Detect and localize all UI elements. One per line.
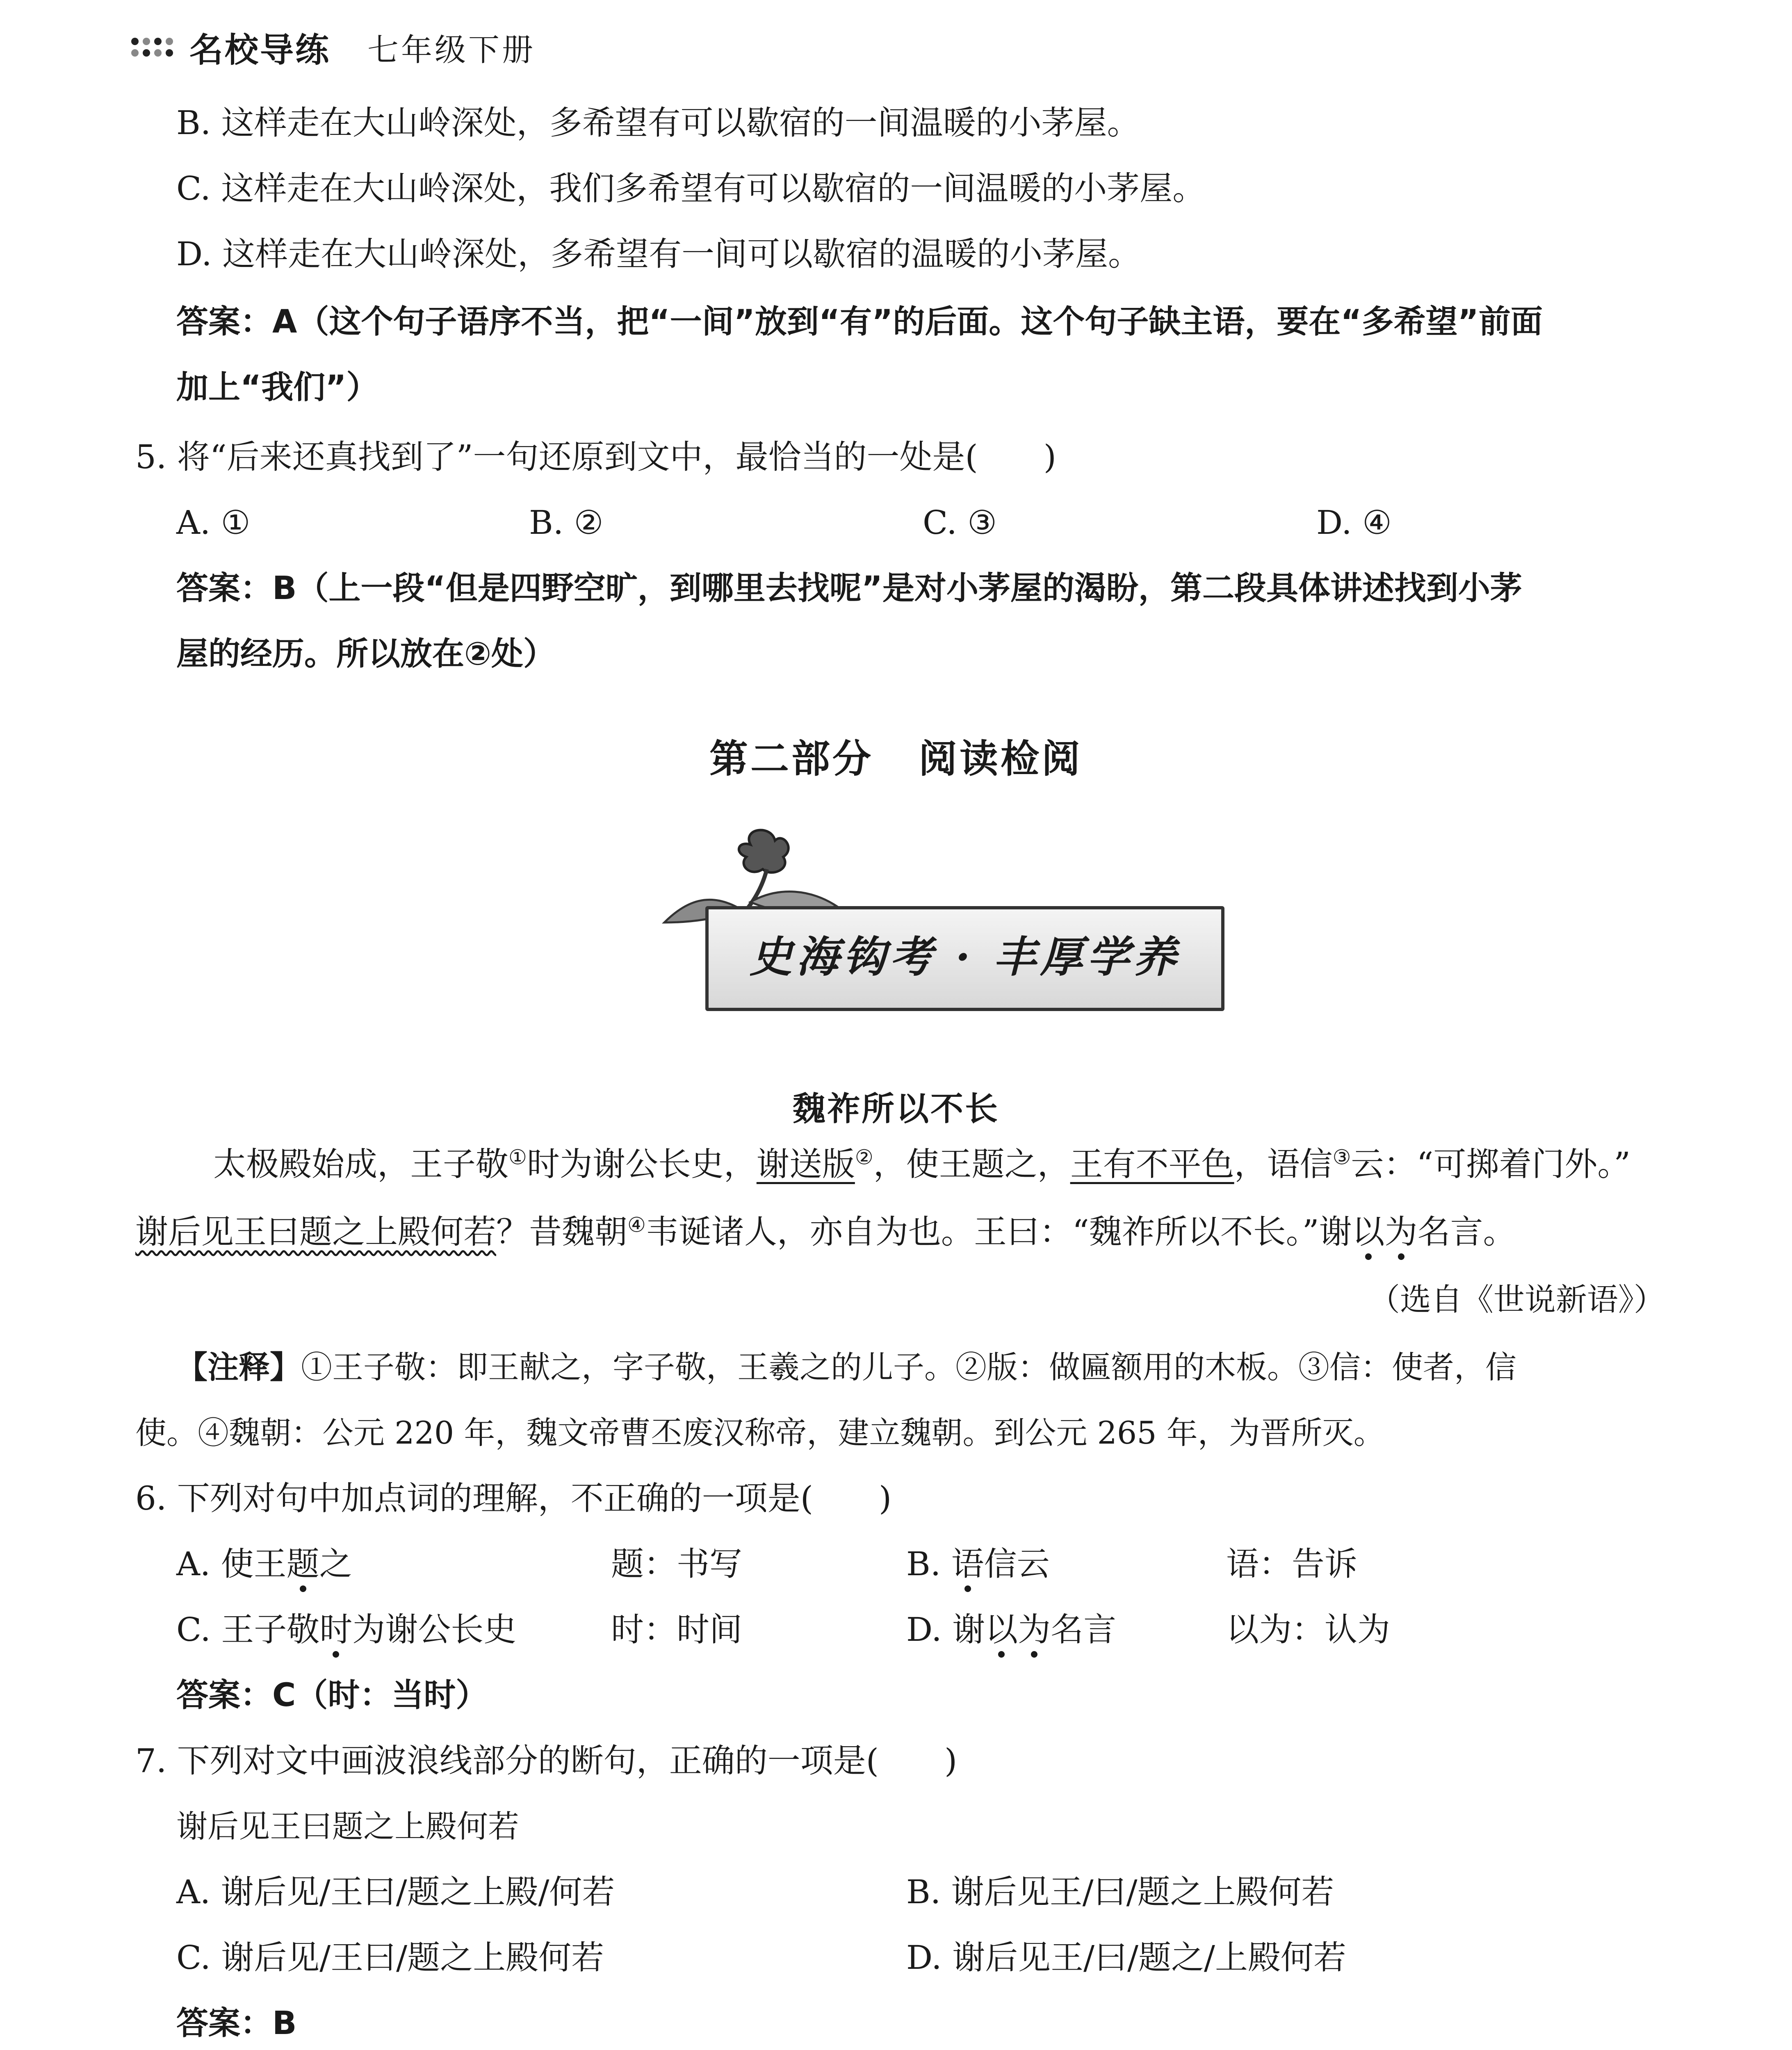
q7-option-d: D. 谢后见王/曰/题之/上殿何若 bbox=[906, 1938, 1347, 1977]
underlined-phrase-1: 谢送版 bbox=[756, 1145, 855, 1183]
header-brand: 名校导练 bbox=[189, 30, 331, 70]
q6-gloss-c: 时：时间 bbox=[611, 1610, 742, 1649]
header-dots-icon bbox=[131, 38, 173, 57]
section-part: 第二部分 bbox=[709, 737, 873, 781]
q7-option-c: C. 谢后见/王曰/题之上殿何若 bbox=[176, 1938, 604, 1977]
passage-line-2: 谢后见王曰题之上殿何若？昔魏朝④韦诞诸人，亦自为也。王曰：“魏祚所以不长。”谢以为名言。 bbox=[135, 1213, 1516, 1251]
q7-sentence: 谢后见王曰题之上殿何若 bbox=[176, 1808, 519, 1845]
q7-stem: 7. 下列对文中画波浪线部分的断句，正确的一项是( ) bbox=[135, 1742, 958, 1780]
underlined-phrase-2: 王有不平色 bbox=[1070, 1145, 1234, 1183]
q5-option-b: B. ② bbox=[529, 503, 604, 542]
q5-option-d: D. ④ bbox=[1316, 503, 1392, 542]
section-name: 阅读检阅 bbox=[919, 737, 1083, 781]
q5-option-c: C. ③ bbox=[923, 503, 997, 542]
notes-line-1: 【注释】①王子敬：即王献之，字子敬，王羲之的儿子。②版：做匾额用的木板。③信：使者，信 bbox=[176, 1349, 1516, 1385]
passage-line-1: 太极殿始成，王子敬①时为谢公长史，谢送版②，使王题之，王有不平色，语信③云：“可掷着门外。” bbox=[213, 1145, 1631, 1183]
q6-answer: 答案：C（时：当时） bbox=[176, 1677, 488, 1714]
q6-gloss-b: 语：告诉 bbox=[1226, 1545, 1357, 1583]
banner-text: 史海钩考 · 丰厚学养 bbox=[749, 932, 1181, 982]
page-header bbox=[131, 23, 536, 72]
q4-answer-line2: 加上“我们”） bbox=[176, 369, 378, 406]
q4-option-c: C. 这样走在大山岭深处，我们多希望有可以歇宿的一间温暖的小茅屋。 bbox=[176, 169, 1206, 207]
q6-option-c: C. 王子敬时为谢公长史 bbox=[176, 1610, 517, 1649]
q6-gloss-d: 以为：认为 bbox=[1226, 1610, 1390, 1649]
section-title bbox=[0, 728, 1792, 783]
q6-option-a: A. 使王题之 bbox=[176, 1545, 352, 1583]
q4-option-b: B. 这样走在大山岭深处，多希望有可以歇宿的一间温暖的小茅屋。 bbox=[176, 104, 1140, 142]
section-banner bbox=[648, 820, 1243, 1025]
header-grade: 七年级下册 bbox=[367, 31, 536, 68]
passage-title: 魏祚所以不长 bbox=[793, 1090, 999, 1128]
q5-option-a: A. ① bbox=[176, 503, 251, 542]
wavy-underlined-sentence: 谢后见王曰题之上殿何若 bbox=[135, 1213, 496, 1251]
notes-line-2: 使。④魏朝：公元 220 年，魏文帝曹丕废汉称帝，建立魏朝。到公元 265 年，为晋所灭。 bbox=[135, 1414, 1385, 1451]
q5-stem: 5. 将“后来还真找到了”一句还原到文中，最恰当的一处是( ) bbox=[135, 438, 1056, 476]
q5-answer-line1: 答案：B（上一段“但是四野空旷，到哪里去找呢”是对小茅屋的渴盼，第二段具体讲述找到小茅 bbox=[176, 570, 1522, 607]
q7-option-a: A. 谢后见/王曰/题之上殿/何若 bbox=[176, 1873, 615, 1911]
q6-stem: 6. 下列对句中加点词的理解，不正确的一项是( ) bbox=[135, 1479, 892, 1517]
q4-option-d: D. 这样走在大山岭深处，多希望有一间可以歇宿的温暖的小茅屋。 bbox=[176, 235, 1141, 273]
q6-gloss-a: 题：书写 bbox=[611, 1545, 742, 1583]
q6-option-b: B. 语信云 bbox=[906, 1545, 1050, 1583]
q4-answer-line1: 答案：A（这个句子语序不当，把“一间”放到“有”的后面。这个句子缺主语，要在“多希望”前面 bbox=[176, 303, 1543, 340]
passage-source: （选自《世说新语》） bbox=[1369, 1281, 1665, 1318]
q7-option-b: B. 谢后见王/曰/题之上殿何若 bbox=[906, 1873, 1334, 1911]
q6-option-d: D. 谢以为名言 bbox=[906, 1610, 1117, 1649]
q7-answer: 答案：B bbox=[176, 2005, 297, 2042]
q5-answer-line2: 屋的经历。所以放在②处） bbox=[176, 636, 556, 672]
